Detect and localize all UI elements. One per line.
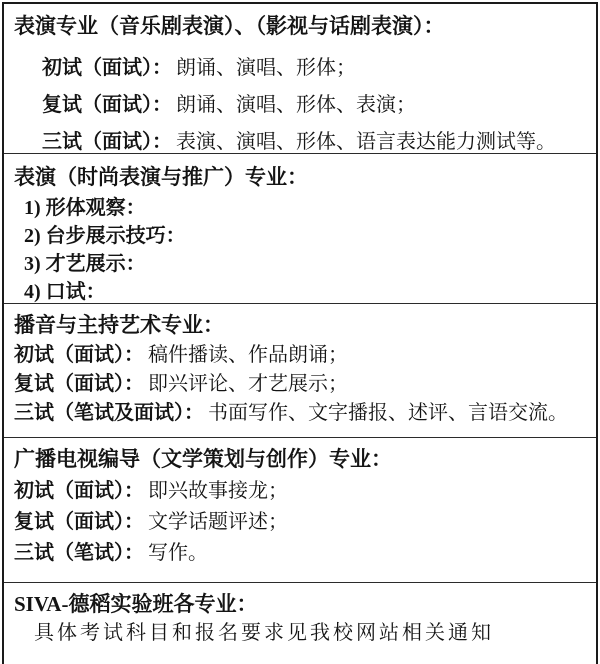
list-item: 1) 形体观察： <box>24 197 146 219</box>
exam-section <box>4 582 596 664</box>
exam-row <box>14 370 586 399</box>
section-title: 广播电视编导（文学策划与创作）专业： <box>14 447 392 471</box>
exam-stage-label: 三试（笔试）： <box>14 542 144 564</box>
section-title: 表演专业（音乐剧表演）、（影视与话剧表演）： <box>14 14 445 38</box>
exam-section <box>4 303 596 437</box>
exam-row <box>14 399 586 428</box>
list-item: 3) 才艺展示： <box>24 253 146 275</box>
exam-section <box>4 4 596 153</box>
section-title: SIVA-德稻实验班各专业： <box>14 592 258 616</box>
exam-row <box>14 124 586 153</box>
exam-subjects-text: 即兴故事接龙； <box>148 480 288 502</box>
exam-stage-label: 初试（面试）： <box>42 57 172 79</box>
exam-row <box>14 341 586 370</box>
exam-stage-label: 复试（面试）： <box>14 373 144 395</box>
exam-subjects-text: 稿件播读、作品朗诵； <box>148 344 348 366</box>
exam-row <box>14 50 586 87</box>
exam-subjects-text: 书面写作、文字播报、述评、言语交流。 <box>208 402 568 424</box>
exam-stage-label: 初试（面试）： <box>14 480 144 502</box>
exam-stage-label: 三试（笔试及面试）： <box>14 402 204 424</box>
list-item: 2) 台步展示技巧： <box>24 225 186 247</box>
section-title: 表演（时尚表演与推广）专业： <box>14 165 308 189</box>
exam-subjects-text: 文学话题评述； <box>148 511 288 533</box>
exam-stage-label: 三试（面试）： <box>42 131 172 153</box>
exam-section <box>4 437 596 582</box>
exam-row <box>14 507 586 538</box>
exam-row <box>14 87 586 124</box>
exam-stage-label: 复试（面试）： <box>14 511 144 533</box>
section-title: 播音与主持艺术专业： <box>14 313 224 337</box>
exam-subjects-text: 即兴评论、才艺展示； <box>148 373 348 395</box>
exam-row <box>14 538 586 569</box>
list-item: 4) 口试： <box>24 281 106 303</box>
exam-subjects-text: 表演、演唱、形体、语言表达能力测试等。 <box>176 131 556 153</box>
exam-subjects-text: 朗诵、演唱、形体、表演； <box>176 94 416 116</box>
exam-row <box>14 476 586 507</box>
exam-subjects-text: 朗诵、演唱、形体； <box>176 57 356 79</box>
exam-subjects-text: 写作。 <box>148 542 208 564</box>
exam-section <box>4 153 596 303</box>
exam-subjects-table <box>2 2 598 664</box>
note-text: 具体考试科目和报名要求见我校网站相关通知 <box>34 622 494 644</box>
exam-stage-label: 复试（面试）： <box>42 94 172 116</box>
exam-stage-label: 初试（面试）： <box>14 344 144 366</box>
